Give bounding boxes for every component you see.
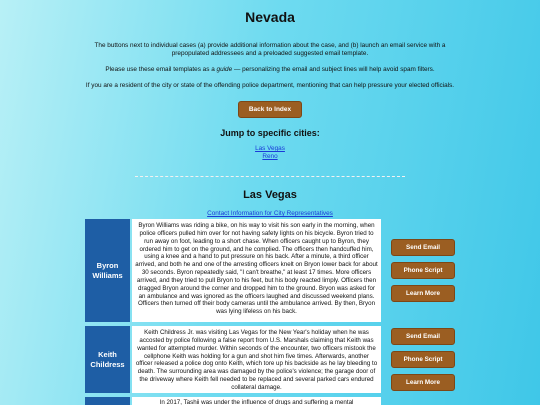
send-email-button[interactable]: Send Email [391, 239, 455, 256]
phone-script-button[interactable]: Phone Script [391, 351, 455, 368]
intro-paragraph-1: The buttons next to individual cases (a) provide additional information about the case, and (b) launch an email service with a prepopulated addressees and a preloaded suggested email template. [94, 42, 446, 57]
case-name: Byron Williams [85, 219, 130, 322]
case-row [85, 219, 465, 322]
case-row [85, 397, 465, 405]
back-to-index-button[interactable]: Back to Index [238, 101, 302, 118]
learn-more-button[interactable]: Learn More [391, 285, 455, 302]
contact-info [0, 210, 540, 217]
jump-heading: Jump to specific cities: [220, 128, 320, 138]
case-name: Keith Childress [85, 326, 130, 393]
case-story: Byron Williams was riding a bike, on his way to visit his son early in the morning, when police officers pulled him over for not having safety lights on his bicycle. Byron tried to run away on foot, leading to a short chase. When officers caught up to Byron, they ordered him to get on the ground, and he complied. The officers then handcuffed him, using a knee and a hand to put pressure on his back. After a minute, a third officer arrived, and both he and one of the arresting officers knelt on Bryon lower back for about 30 seconds. Byron repeatedly said, "I can't breathe," at least 17 times. More officers arrived, and they tried to pull Bryon to his feet, but his body reacted limply. Officers then dragged Bryon around the corner and dropped him to the ground. Bryon was asked for an ambulance and was ignored as the officers laughed and discussed weekend plans. Officers then turned off their body cameras until the ambulance arrived. By then, Bryon was lying lifeless on his back. [132, 219, 381, 322]
city-links [0, 145, 540, 160]
case-story: In 2017, Tashii was under the influence of drugs and suffering a mental [132, 397, 381, 405]
city-link-las-vegas[interactable]: Las Vegas [255, 145, 285, 152]
page-title: Nevada [245, 9, 295, 25]
intro-paragraph-2: Please use these email templates as a guide — personalizing the email and subject lines will help avoid spam filters. [105, 66, 435, 73]
city-link-reno[interactable]: Reno [262, 152, 278, 160]
send-email-button[interactable]: Send Email [391, 328, 455, 345]
contact-link[interactable]: Contact Information for City Representatives [207, 210, 333, 218]
phone-script-button[interactable]: Phone Script [391, 262, 455, 279]
intro-text [80, 42, 460, 90]
case-name [85, 397, 130, 405]
learn-more-button[interactable]: Learn More [391, 374, 455, 391]
case-story: Keith Childress Jr. was visiting Las Vegas for the New Year's holiday when he was accosted by police following a false report from U.S. Marshals claiming that Keith was wanted for attempted murder. Within seconds of the encounter, two officers mistook the cellphone Keith was holding for a gun and shot him five times. Afterwards, another officer released a police dog onto Keith, which tore up his backside as he lay bleeding to death. The surrounding area was damaged by the police's violence; the garage door of the driveway where Keith fell needed to be replaced and several parked cars endured collateral damage. [132, 326, 381, 393]
case-row [85, 326, 465, 393]
guide-emphasis: guide [216, 66, 233, 73]
section-divider [135, 176, 405, 177]
intro-paragraph-3: If you are a resident of the city or state of the offending police department, mentioning that can help pressure your elected officials. [85, 82, 455, 89]
case-actions [381, 219, 465, 322]
city-heading: Las Vegas [243, 189, 297, 202]
case-actions [381, 326, 465, 393]
case-actions [381, 397, 465, 405]
